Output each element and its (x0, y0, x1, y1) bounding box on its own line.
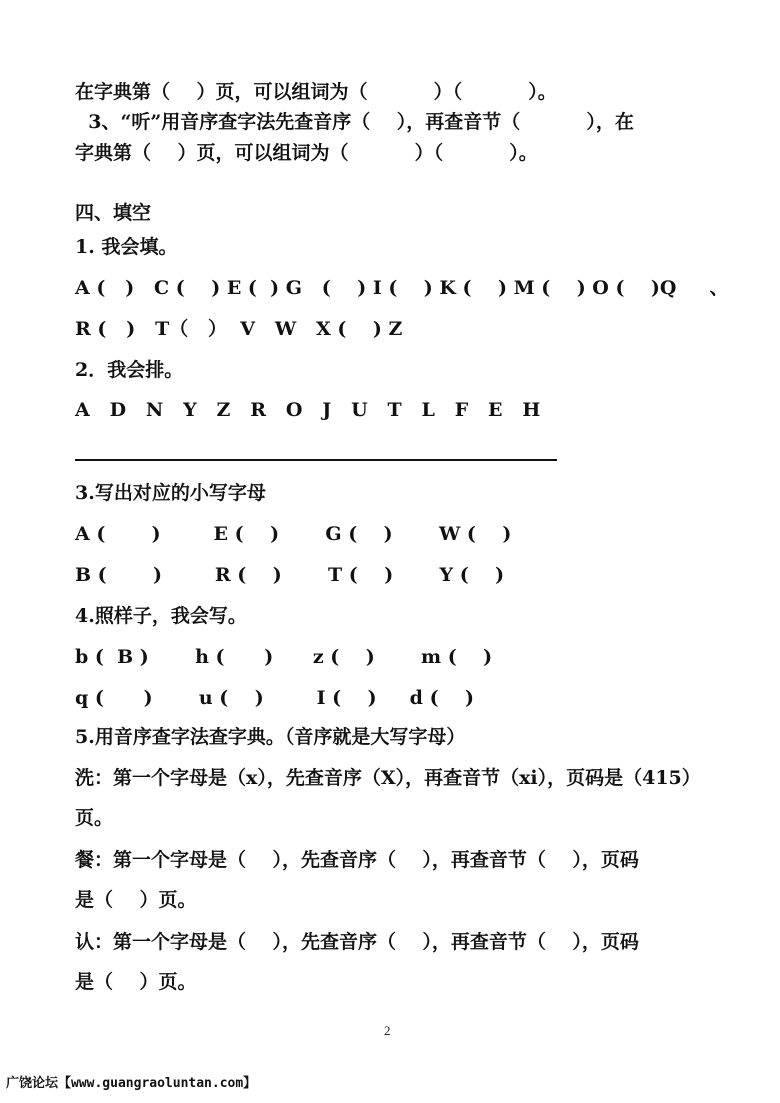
task-1-row-2: R ( ) T（ ） V W X ( ) Z (75, 318, 403, 340)
task-3-row-1: A ( ) E ( ) G ( ) W ( ) (75, 523, 512, 545)
task-3-row-2: B ( ) R ( ) T ( ) Y ( ) (75, 564, 505, 586)
task-4-row-1: b ( B ) h ( ) z ( ) m ( ) (75, 646, 493, 668)
task-5-item-ren-line-1: 认：第一个字母是（ ），先查音序（ ），再查音节（ ），页码 (75, 931, 639, 953)
footer-source: 广饶论坛【www.guangraoluntan.com】 (6, 1076, 257, 1091)
task-4-row-2: q ( ) u ( ) I ( ) d ( ) (75, 687, 475, 709)
task-5-item-can-line-1: 餐：第一个字母是（ ），先查音序（ ），再查音节（ ），页码 (75, 849, 639, 871)
task-3-title: 3.写出对应的小写字母 (75, 482, 266, 504)
task-5-item-can-line-2: 是（ ）页。 (75, 889, 197, 911)
q3-line-1: 3、“听”用音序查字法先查音序（ ），再查音节（ ），在 (75, 111, 634, 133)
task-1-title: 1. 我会填。 (75, 236, 178, 258)
task-5-item-ren-line-2: 是（ ）页。 (75, 971, 197, 993)
q3-line-2: 字典第（ ）页，可以组词为（ ）（ ）。 (75, 142, 538, 164)
section-heading-fill-blanks: 四、填空 (75, 202, 152, 224)
task-5-example-line-1: 洗：第一个字母是（x），先查音序（X），再查音节（xi），页码是（415） (75, 767, 701, 789)
page-number: 2 (384, 1023, 391, 1038)
task-5-example-line-2: 页。 (75, 807, 114, 829)
task-2-letters: A D N Y Z R O J U T L F E H (75, 399, 541, 421)
answer-line (75, 459, 557, 461)
task-1-row-1: A ( ) C ( ) E ( ) G ( ) I ( ) K ( ) M ( ) O ( )Q 、 (75, 277, 729, 299)
task-2-title: 2．我会排。 (75, 359, 184, 381)
task-4-title: 4.照样子，我会写。 (75, 605, 247, 627)
q2-line-end: 在字典第（ ）页，可以组词为（ ）（ ）。 (75, 81, 557, 103)
task-5-title: 5.用音序查字法查字典。（音序就是大写字母） (75, 726, 466, 748)
